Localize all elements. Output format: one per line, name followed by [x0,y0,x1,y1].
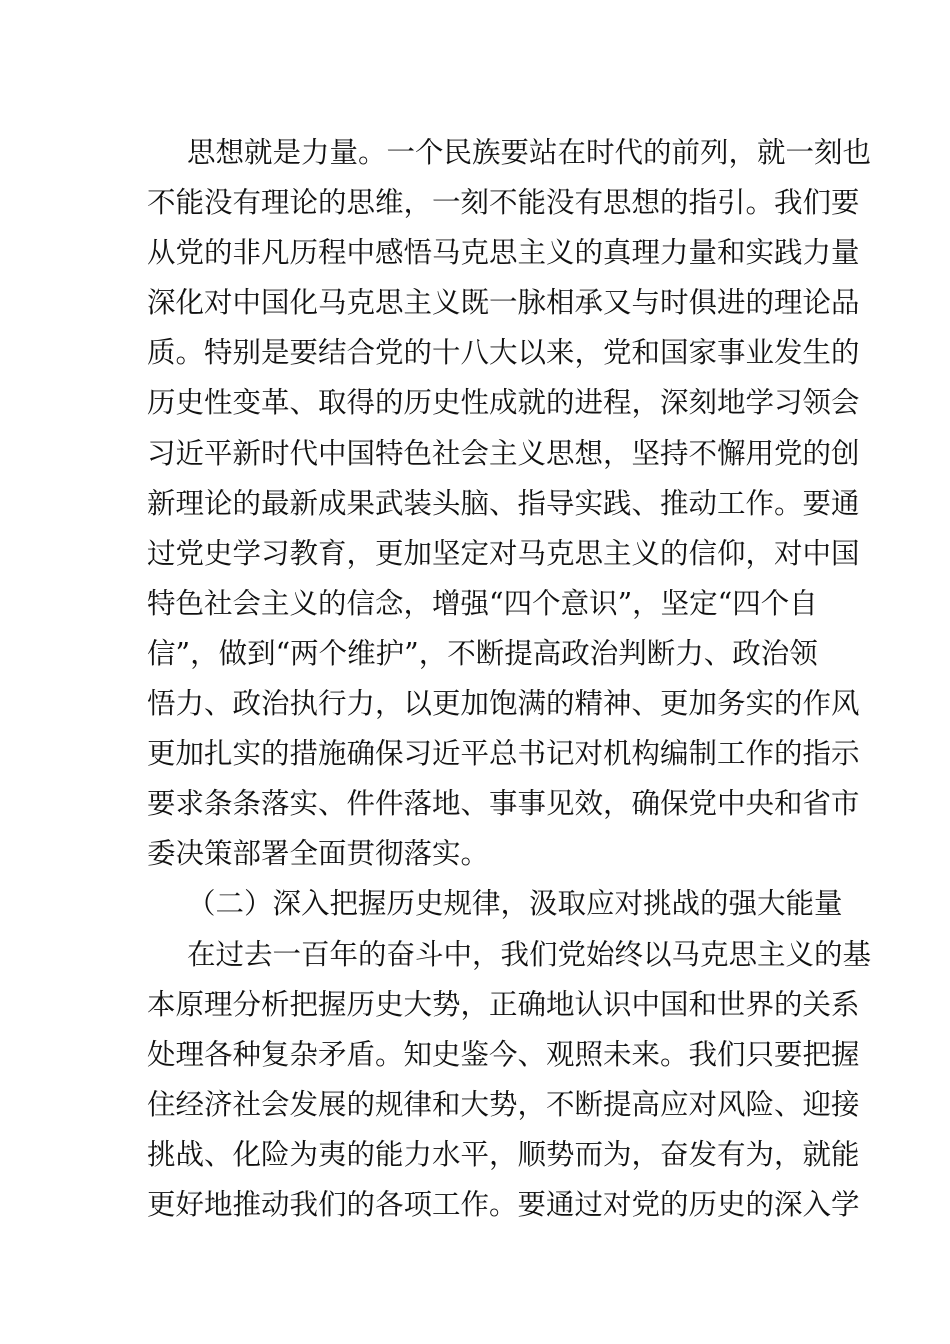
paragraph-1-line-5: 质。特别是要结合党的十八大以来，党和国家事业发生的 [147,336,860,370]
paragraph-2-line-5: 挑战、化险为夷的能力水平，顺势而为，奋发有为，就能 [147,1137,860,1171]
paragraph-1-line-4: 深化对中国化马克思主义既一脉相承又与时俱进的理论品 [147,286,860,320]
paragraph-1-line-1: 思想就是力量。一个民族要站在时代的前列，就一刻也 [187,136,872,169]
paragraph-2-line-1: 在过去一百年的奋斗中，我们党始终以马克思主义的基 [187,937,872,971]
paragraph-1-line-14: 要求条条落实、件件落地、事事见效，确保党中央和省市 [147,787,860,821]
paragraph-2-line-4: 住经济社会发展的规律和大势，不断提高应对风险、迎接 [147,1087,860,1121]
paragraph-1-line-6: 历史性变革、取得的历史性成就的进程，深刻地学习领会 [147,386,860,420]
paragraph-2-line-2: 本原理分析把握历史大势，正确地认识中国和世界的关系 [147,987,860,1021]
paragraph-2-line-3: 处理各种复杂矛盾。知史鉴今、观照未来。我们只要把握 [147,1037,860,1071]
paragraph-1-line-13: 更加扎实的措施确保习近平总书记对机构编制工作的指示 [147,737,860,771]
paragraph-1-line-10: 特色社会主义的信念，增强“四个意识”，坚定“四个自 [147,586,818,620]
paragraph-1-line-11: 信”，做到“两个维护”，不断提高政治判断力、政治领 [147,636,818,670]
paragraph-1-line-2: 不能没有理论的思维，一刻不能没有思想的指引。我们要 [147,186,860,220]
paragraph-1-line-9: 过党史学习教育，更加坚定对马克思主义的信仰，对中国 [147,536,860,570]
paragraph-1-line-8: 新理论的最新成果武装头脑、指导实践、推动工作。要通 [147,486,860,520]
section-heading: （二）深入把握历史规律，汲取应对挑战的强大能量 [187,887,843,921]
paragraph-1-line-15: 委决策部署全面贯彻落实。 [147,837,490,871]
paragraph-2-line-6: 更好地推动我们的各项工作。要通过对党的历史的深入学 [147,1187,860,1221]
document-body [147,128,872,1230]
paragraph-1-line-3: 从党的非凡历程中感悟马克思主义的真理力量和实践力量 [147,236,860,270]
paragraph-1-line-7: 习近平新时代中国特色社会主义思想，坚持不懈用党的创 [147,436,860,470]
paragraph-1-line-12: 悟力、政治执行力，以更加饱满的精神、更加务实的作风 [147,687,860,721]
